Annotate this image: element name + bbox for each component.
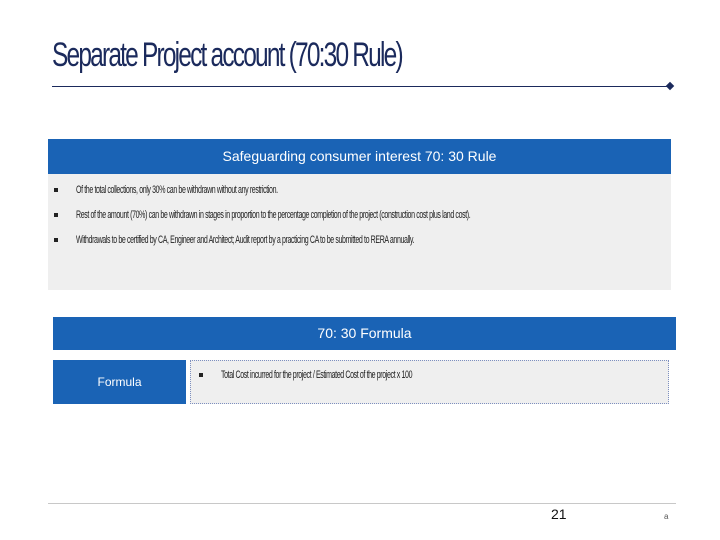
bullet-item bbox=[54, 232, 604, 248]
bullet-marker bbox=[199, 373, 203, 377]
title-rule-end-marker bbox=[666, 82, 674, 90]
bullet-marker bbox=[54, 238, 58, 242]
safeguarding-body bbox=[48, 174, 671, 290]
safeguarding-header: Safeguarding consumer interest 70: 30 Rule bbox=[48, 139, 671, 174]
footer-mark: a bbox=[664, 512, 669, 521]
bullet-marker bbox=[54, 188, 58, 192]
bullet-text: Withdrawals to be certified by CA, Engineer and Architect; Audit report by a practicing CA to be submitted to RERA annually. bbox=[76, 234, 415, 246]
page-number: 21 bbox=[551, 506, 567, 522]
formula-text: Total Cost incurred for the project / Estimated Cost of the project x 100 bbox=[221, 369, 413, 381]
safeguarding-panel bbox=[48, 139, 671, 290]
footer-divider bbox=[48, 503, 676, 504]
slide-title: Separate Project account (70:30 Rule) bbox=[52, 36, 402, 74]
bullet-item bbox=[54, 207, 692, 223]
bullet-item bbox=[54, 182, 391, 198]
bullet-text: Rest of the amount (70%) can be withdrawn in stages in proportion to the percentage completion of the project (construction cost plus land cost). bbox=[76, 209, 471, 221]
formula-content bbox=[190, 360, 669, 404]
formula-bullet-item bbox=[199, 367, 520, 383]
formula-label: Formula bbox=[53, 360, 186, 404]
bullet-marker bbox=[54, 213, 58, 217]
bullet-text: Of the total collections, only 30% can be withdrawn without any restriction. bbox=[76, 184, 278, 196]
formula-header: 70: 30 Formula bbox=[53, 317, 676, 350]
title-underline bbox=[52, 86, 670, 87]
